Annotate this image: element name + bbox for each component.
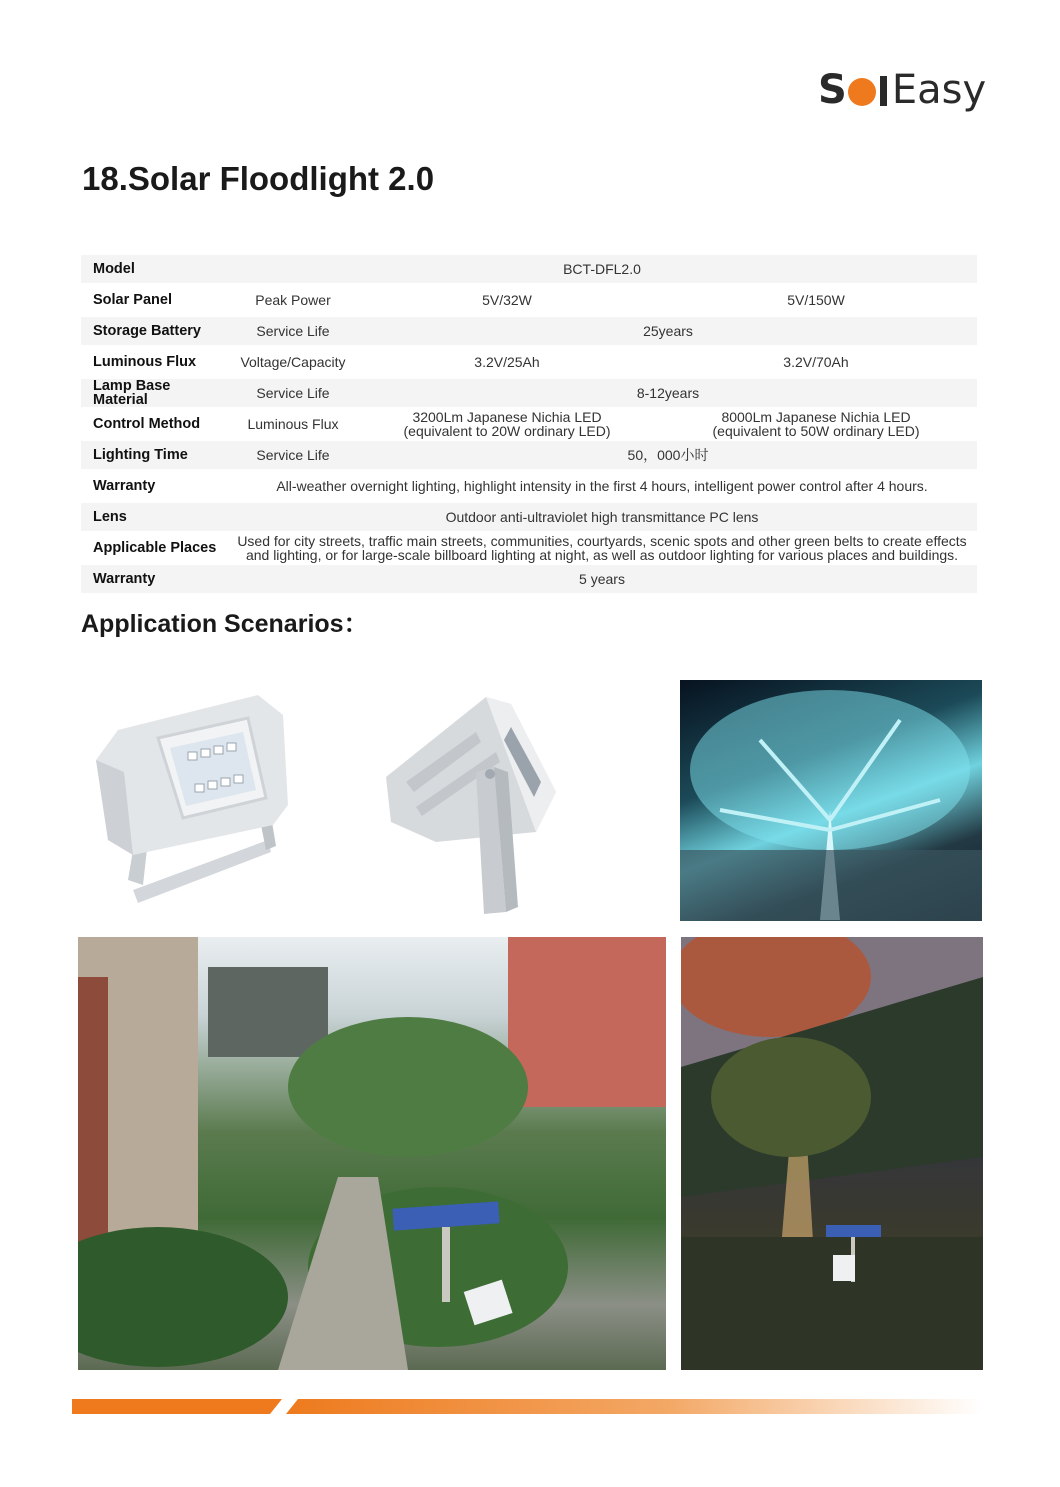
table-row [81, 286, 977, 314]
brand-logo [818, 66, 986, 114]
row-value: 50，000小时 [359, 441, 977, 469]
row-label: Lens [81, 503, 227, 531]
logo-sun-icon [848, 78, 876, 106]
scenario-photo-garden-dusk [681, 937, 983, 1370]
table-row [81, 348, 977, 376]
row-sublabel: Voltage/Capacity [240, 354, 346, 370]
value-line: (equivalent to 20W ordinary LED) [403, 423, 611, 439]
row-value-b: 3.2V/70Ah [783, 354, 849, 370]
scenario-photo-tree-night [680, 680, 982, 921]
row-value-b: 5V/150W [787, 292, 845, 308]
row-label: Applicable Places [93, 540, 217, 556]
table-row [81, 441, 977, 469]
row-value: Outdoor anti-ultraviolet high transmittance PC lens [227, 503, 977, 531]
logo-letter: S [818, 67, 847, 113]
logo-bar-icon [880, 76, 887, 106]
table-row [81, 410, 977, 438]
row-sublabel: Service Life [227, 317, 359, 345]
row-value-b [655, 410, 977, 438]
table-row [81, 379, 977, 407]
row-label: Solar Panel [93, 292, 172, 308]
row-sublabel: Luminous Flux [247, 416, 339, 432]
page-title: 18.Solar Floodlight 2.0 [82, 160, 435, 197]
row-label: Lighting Time [81, 441, 227, 469]
row-sublabel: Service Life [227, 379, 359, 407]
table-row [81, 565, 977, 593]
product-image-side [376, 692, 576, 917]
value-line: Used for city streets, traffic main streets, communities, courtyards, scenic spots and other green belts to create effects [237, 533, 967, 549]
row-sublabel: Service Life [227, 441, 359, 469]
row-label: Model [81, 255, 227, 283]
scenario-photo-courtyard [78, 937, 666, 1370]
logo-word: Easy [891, 67, 987, 113]
courtyard-scene-icon [78, 937, 666, 1370]
row-label: Warranty [93, 478, 156, 494]
row-value: 8-12years [359, 379, 977, 407]
row-label: Control Method [93, 416, 201, 432]
row-label: Luminous Flux [93, 354, 197, 370]
value-line: and lighting, or for large-scale billboard lighting at night, as well as outdoor lighting for various places and buildings. [245, 547, 959, 563]
row-value: BCT-DFL2.0 [227, 255, 977, 283]
row-label: Lamp Base Material [81, 379, 227, 407]
row-value: 5 years [227, 565, 977, 593]
value-line: 3200Lm Japanese Nichia LED [412, 409, 602, 425]
row-value-a: 3.2V/25Ah [474, 354, 540, 370]
table-row [81, 472, 977, 500]
floodlight-front-icon [88, 690, 318, 915]
section-title: Application Scenarios： [81, 610, 369, 638]
garden-dusk-icon [681, 937, 983, 1370]
row-value-a: 5V/32W [482, 292, 532, 308]
row-value-a [359, 410, 655, 438]
row-label: Warranty [81, 565, 227, 593]
value-line: (equivalent to 50W ordinary LED) [712, 423, 920, 439]
table-row [81, 255, 977, 283]
footer-accent-bar [72, 1399, 982, 1414]
row-label: Storage Battery [81, 317, 227, 345]
row-value: All-weather overnight lighting, highlight intensity in the first 4 hours, intelligent power control after 4 hours. [276, 478, 928, 494]
table-row [81, 503, 977, 531]
spec-table [81, 252, 977, 596]
floodlight-side-icon [376, 692, 576, 917]
row-value: 25years [359, 317, 977, 345]
tree-lit-icon [680, 680, 982, 921]
table-row [81, 534, 977, 562]
row-sublabel: Peak Power [255, 292, 331, 308]
product-image-front [88, 690, 318, 915]
table-row [81, 317, 977, 345]
value-line: 8000Lm Japanese Nichia LED [721, 409, 911, 425]
row-value [227, 534, 977, 562]
